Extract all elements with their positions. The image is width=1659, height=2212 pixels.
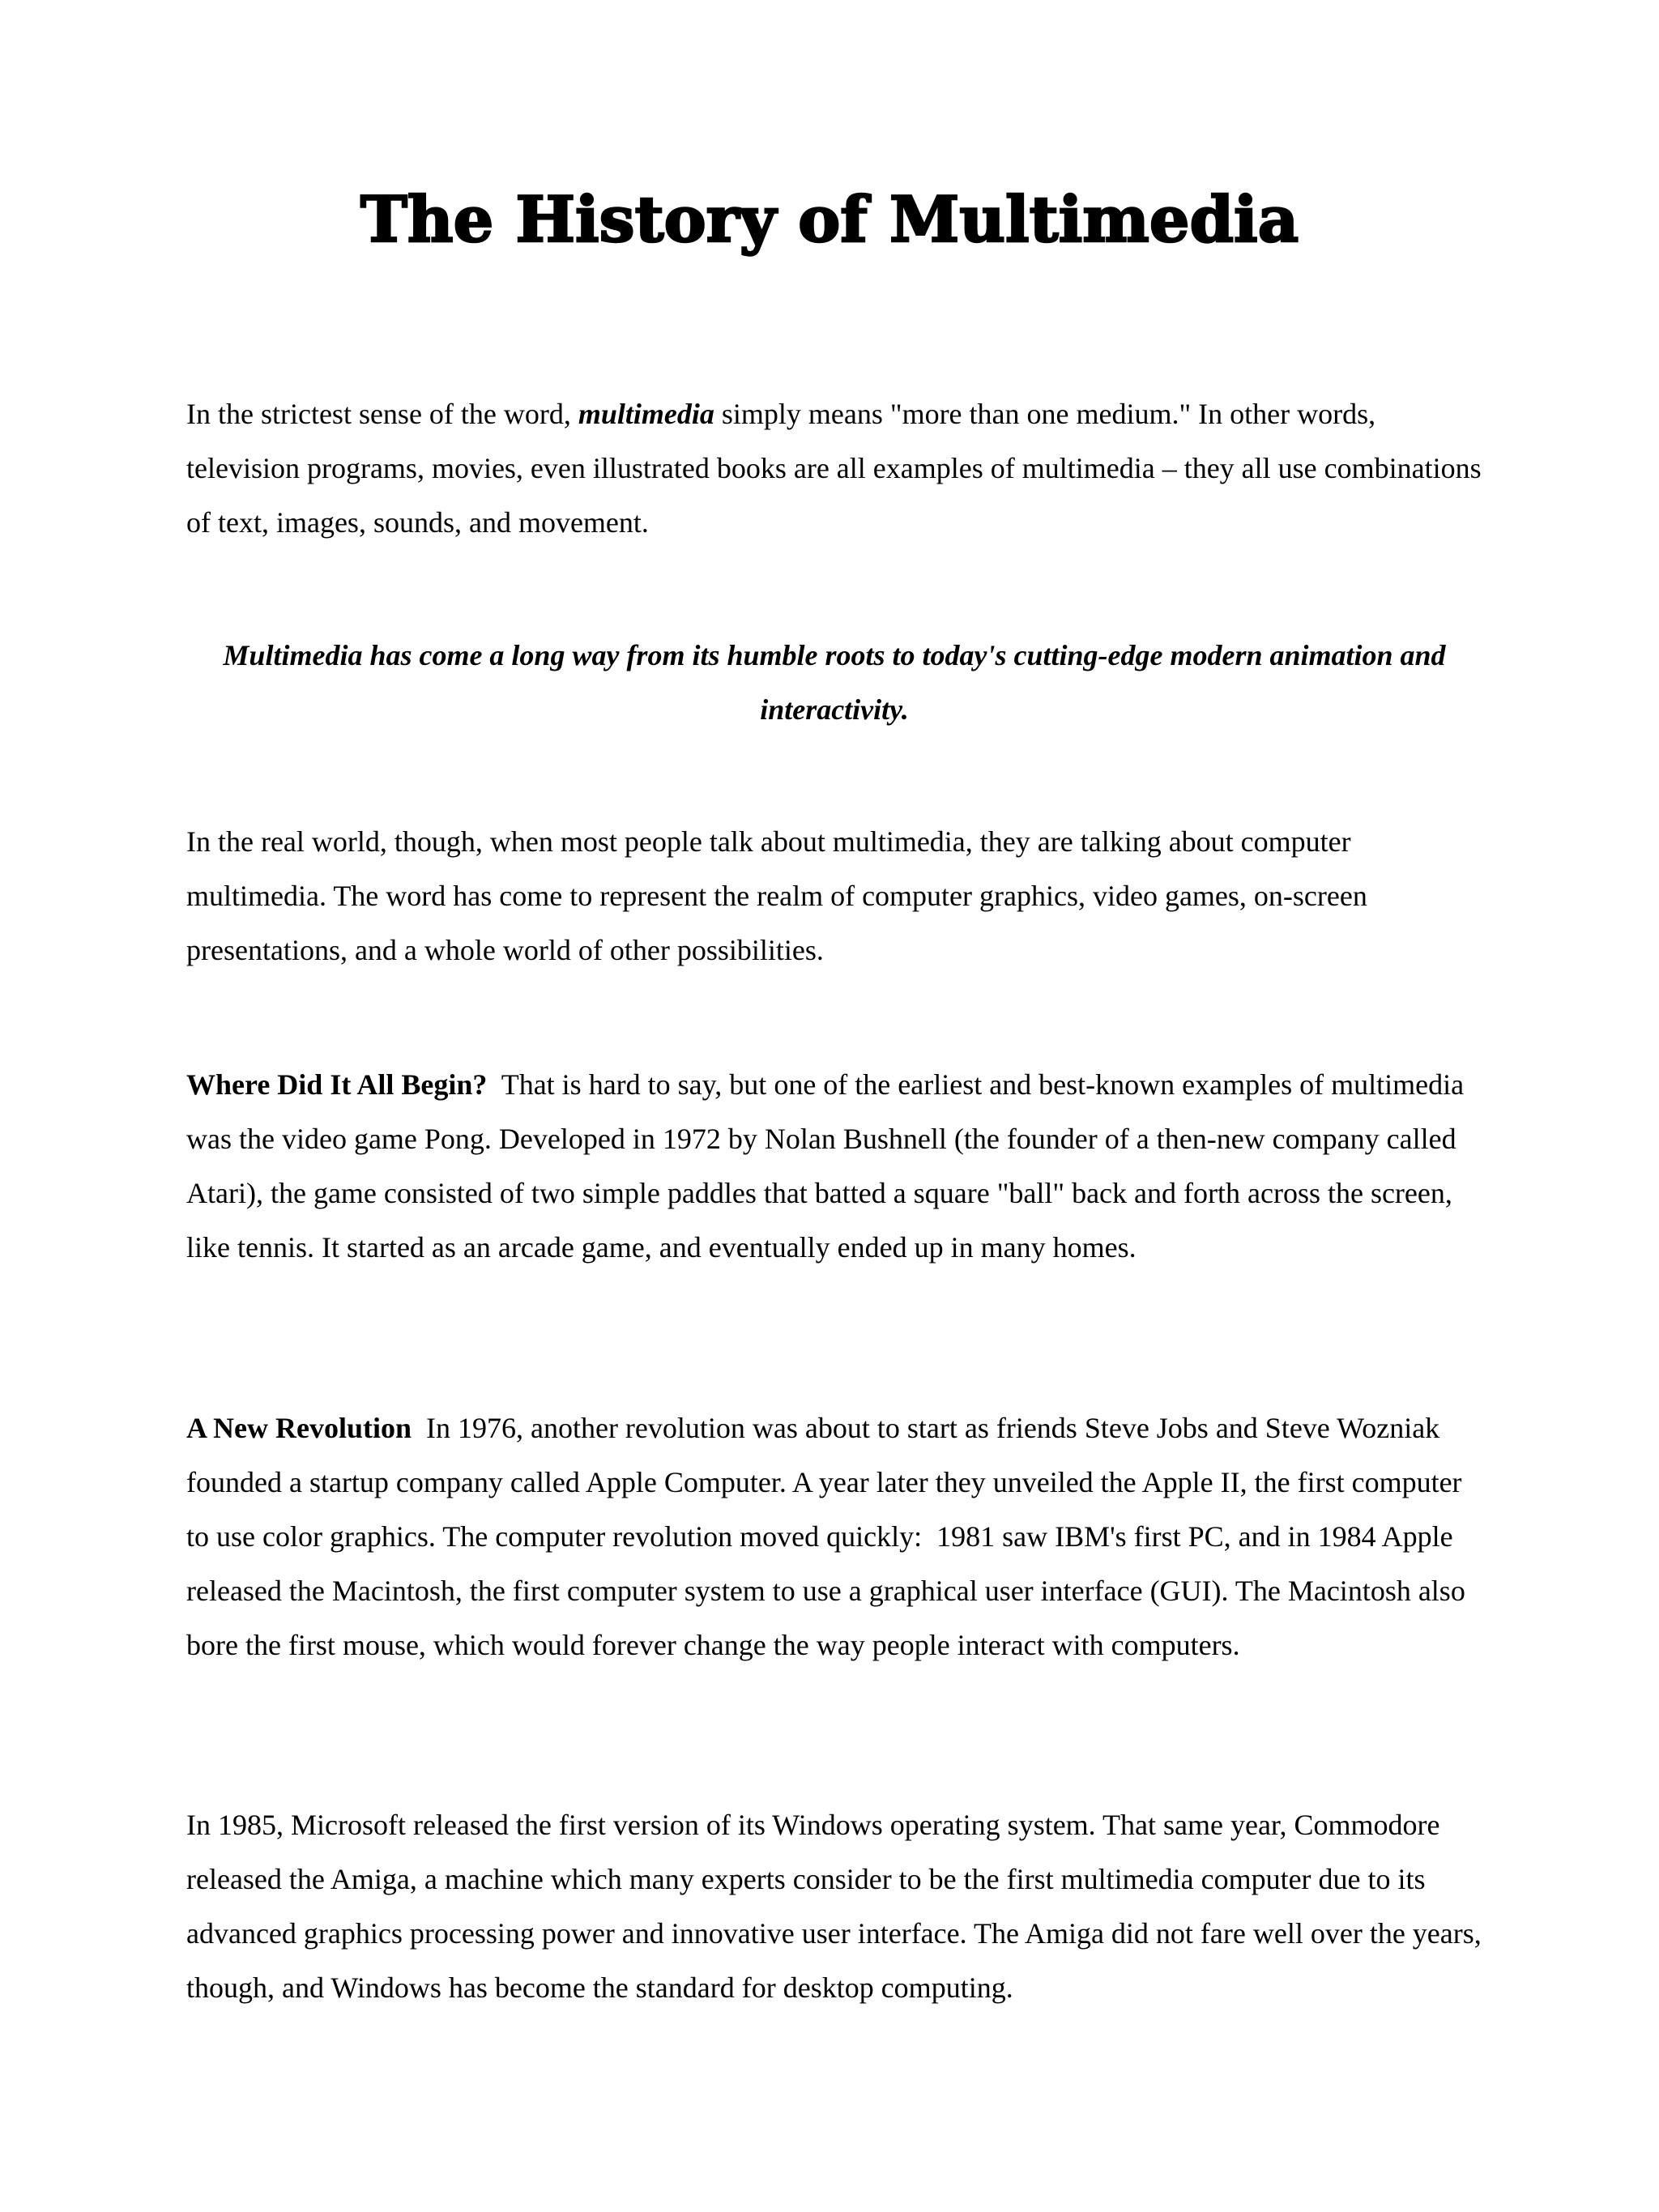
- section-heading-begin: Where Did It All Begin?: [186, 1068, 488, 1101]
- section-heading-revolution: A New Revolution: [186, 1412, 412, 1444]
- windows-amiga-paragraph: In 1985, Microsoft released the first version of its Windows operating system. That same year, Commodore released the Amiga, a machine which many experts consider to be the first multimedia computer due to its advanced graphics processing power and innovative user interface. The Amiga did not fare well over the years, though, and Windows has become the standard for desktop computing.: [186, 1809, 1482, 2004]
- intro-emphasis-word: multimedia: [578, 398, 714, 430]
- section-body-begin: That is hard to say, but one of the earliest and best-known examples of multimedia was the video game Pong. Developed in 1972 by Nolan Bushnell (the founder of a then-new company called Atari), the game consisted of two simple paddles that batted a square "ball" back and forth across the screen, like tennis. It started as an arcade game, and eventually ended up in many homes.: [186, 1068, 1472, 1264]
- page-title: The History of Multimedia: [360, 183, 1299, 257]
- intro-text-end: simply means "more than one medium." In other words, television programs, movies, even illustrated books are all examples of multimedia – they all use combinations of text, images, sounds, and movement.: [186, 398, 1482, 539]
- where-did-it-begin-paragraph: [186, 1058, 1482, 1275]
- pull-quote: Multimedia has come a long way from its humble roots to today's cutting-edge modern animation and interactivity.: [223, 639, 1446, 726]
- real-world-paragraph: In the real world, though, when most people talk about multimedia, they are talking about computer multimedia. The word has come to represent the realm of computer graphics, video games, on-screen presentations, and a whole world of other possibilities.: [186, 825, 1367, 966]
- intro-text-start: In the strictest sense of the word,: [186, 398, 578, 430]
- new-revolution-paragraph: [186, 1401, 1482, 1673]
- intro-paragraph: [186, 387, 1482, 550]
- section-body-revolution: In 1976, another revolution was about to start as friends Steve Jobs and Steve Wozniak founded a startup company called Apple Computer. A year later they unveiled the Apple II, the first computer to use color graphics. The computer revolution moved quickly: 1981 saw IBM's first PC, and in 1984 Apple released the Macintosh, the first computer system to use a graphical user interface (GUI). The Macintosh also bore the first mouse, which would forever change the way people interact with computers.: [186, 1412, 1473, 1661]
